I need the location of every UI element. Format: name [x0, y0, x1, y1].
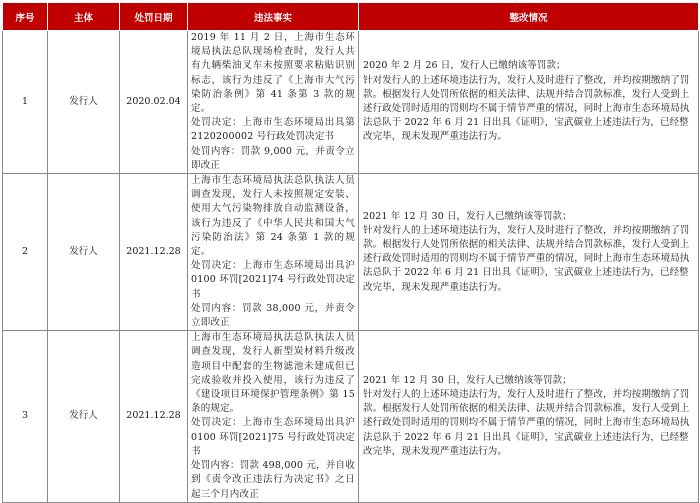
row-subject: 发行人 [48, 174, 120, 331]
penalty-content: 处罚内容：罚款 38,000 元，并责令立即改正 [191, 302, 355, 329]
row-seq: 3 [3, 331, 48, 502]
table-row [3, 174, 699, 331]
table-row [3, 331, 699, 502]
header-date: 处罚日期 [120, 3, 188, 31]
row-facts [188, 174, 359, 331]
penalty-content: 处罚内容：罚款 9,000 元，并责令立即改正 [191, 145, 355, 171]
row-date: 2020.02.04 [120, 31, 188, 174]
row-subject: 发行人 [48, 331, 120, 502]
row-status [359, 31, 699, 174]
penalty-table [2, 2, 699, 503]
row-date: 2021.12.28 [120, 331, 188, 502]
row-date: 2021.12.28 [120, 174, 188, 331]
rectification-note: 针对发行人的上述环境违法行为，发行人及时进行了整改，并均按期缴纳了罚款。根据发行人处罚所依据的相关法律、法规并结合罚款标准，发行人受到上述行政处罚时适用的罚则均不属于情节严重的情况，同时上海市生态环境局执法总队于 2022 年 6 月 21 日出具《证明》，宝武碳业上述违法行为，已经整改完毕，现未发现严重违法行为。 [363, 389, 690, 457]
row-status [359, 174, 699, 331]
penalty-decision: 处罚决定：上海市生态环境局出具沪 0100 环罚[2021]74 号行政处罚决定书 [191, 260, 355, 300]
payment-note: 2021 年 12 月 30 日，发行人已缴纳该等罚款； [363, 374, 572, 386]
payment-note: 2021 年 12 月 30 日，发行人已缴纳该等罚款； [363, 210, 572, 222]
table-row [3, 31, 699, 174]
row-seq: 2 [3, 174, 48, 331]
row-seq: 1 [3, 31, 48, 174]
row-subject: 发行人 [48, 31, 120, 174]
violation-description: 2019 年 11 月 2 日，上海市生态环境局执法总队现场检查时，发行人共有九辆柴油叉车未按照要求粘贴识别标志，该行为违反了《上海市大气污染防治条例》第 41 条第 3 款的规定。 [191, 32, 355, 115]
table-header-row [3, 3, 699, 31]
header-subject: 主体 [48, 3, 120, 31]
payment-note: 2020 年 2 月 26 日，发行人已缴纳该等罚款； [363, 60, 566, 72]
penalty-content: 处罚内容：罚款 498,000 元，并自收到《责令改正违法行为决定书》之日起三个月内改正 [191, 460, 355, 500]
row-status [359, 331, 699, 502]
violation-description: 上海市生态环境局执法总队执法人员调查发现，发行人未按照规定安装、使用大气污染物排放自动监测设备，该行为违反了《中华人民共和国大气污染防治法》第 24 条第 1 款的规定。 [191, 175, 355, 258]
row-facts [188, 331, 359, 502]
penalty-decision: 处罚决定：上海市生态环境局出具第 2120200002 号行政处罚决定书 [191, 117, 355, 143]
header-status: 整改情况 [359, 3, 699, 31]
violation-description: 上海市生态环境局执法总队执法人员调查发现，发行人新型炭材料升级改造项目中配套的生物滤池未建成但已完成验收并投入使用，该行为违反了《建设项目环境保护管理条例》第 15 条的规定。 [191, 332, 355, 415]
penalty-decision: 处罚决定：上海市生态环境局出具沪 0100 环罚[2021]75 号行政处罚决定书 [191, 417, 355, 457]
header-seq: 序号 [3, 3, 48, 31]
row-facts [188, 31, 359, 174]
rectification-note: 针对发行人的上述环境违法行为，发行人及时进行了整改，并均按期缴纳了罚款。根据发行人处罚所依据的相关法律、法规并结合罚款标准，发行人受到上述行政处罚时适用的罚则均不属于情节严重的情况，同时上海市生态环境局执法总队于 2022 年 6 月 21 日出具《证明》，宝武碳业上述违法行为，已经整改完毕，现未发现严重违法行为。 [363, 224, 690, 293]
rectification-note: 针对发行人的上述环境违法行为，发行人及时进行了整改，并均按期缴纳了罚款。根据发行人处罚所依据的相关法律、法规并结合罚款标准，发行人受到上述行政处罚时适用的罚则均不属于情节严重的情况，同时上海市生态环境局执法总队于 2022 年 6 月 21 日出具《证明》，宝武碳业上述违法行为，已经整改完毕，现未发现严重违法行为。 [363, 74, 690, 143]
header-facts: 违法事实 [188, 3, 359, 31]
